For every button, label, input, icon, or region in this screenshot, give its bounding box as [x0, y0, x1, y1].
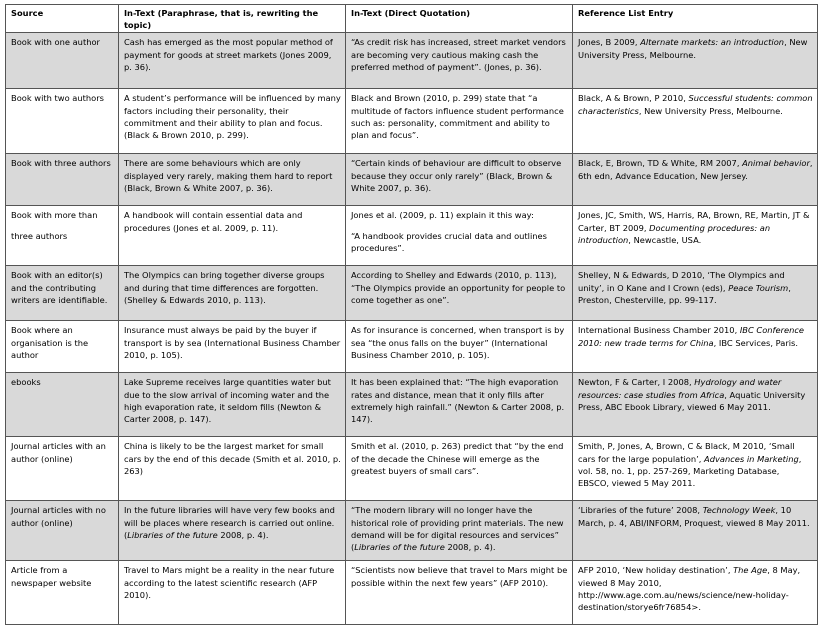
quotation-cell: According to Shelley and Edwards (2010, p. 113), “The Olympics provide an opportunity for people to come together as one”.	[345, 266, 572, 321]
table-row	[6, 321, 818, 373]
quotation-cell	[345, 206, 572, 266]
quotation-cell: It has been explained that: “The high evaporation rates and distance, mean that it only fills after extremely high rainfall.” (Newton & Carter 2008, p. 147).	[345, 373, 572, 437]
reference-author-text: Newton, F & Carter, I 2008,	[578, 377, 695, 388]
quotation-cell: “Scientists now believe that travel to Mars might be possible within the next few years” (AFP 2010).	[345, 561, 572, 625]
header-reference-entry: Reference List Entry	[573, 5, 818, 33]
paraphrase-cell	[118, 501, 345, 561]
reference-cell	[573, 266, 818, 321]
referencing-table	[5, 4, 818, 625]
header-row	[6, 5, 818, 33]
reference-author-text: International Business Chamber 2010,	[578, 325, 740, 336]
paraphrase-cell: Lake Supreme receives large quantities water but due to the slow arrival of incoming water and the high evaporation rate, it seldom fills (Newton & Carter 2008, p. 147).	[118, 373, 345, 437]
reference-publisher-text: , New University Press, Melbourne.	[578, 37, 808, 60]
reference-cell	[573, 437, 818, 501]
source-cell	[6, 206, 119, 266]
reference-author-text: Shelley, N & Edwards, D 2010, ‘The Olympics and unity’, in O Kane and I Crown (eds),	[578, 270, 785, 293]
reference-cell	[573, 373, 818, 437]
reference-publisher-text: , 8 May, viewed 8 May 2010, http://www.age.com.au/news/science/new-holiday-destination/storye6fr76854>.	[578, 565, 801, 613]
reference-publisher-text: , 6th edn, Advance Education, New Jersey.	[578, 158, 813, 181]
reference-publisher-text: , Preston, Chesterville, pp. 99-117.	[578, 282, 791, 305]
reference-title: Technology Week	[702, 505, 776, 516]
paraphrase-cell: A handbook will contain essential data and procedures (Jones et al. 2009, p. 11).	[118, 206, 345, 266]
quotation-cell: Smith et al. (2010, p. 263) predict that “by the end of the decade the Chinese will emerge as the greatest buyers of small cars”.	[345, 437, 572, 501]
reference-author-text: Black, A & Brown, P 2010,	[578, 93, 689, 104]
reference-cell	[573, 33, 818, 89]
reference-cell	[573, 89, 818, 154]
reference-author-text: Smith, P, Jones, A, Brown, C & Black, M 2010, ‘Small cars for the large population’,	[578, 441, 795, 464]
reference-title: Advances in Marketing	[704, 453, 799, 464]
header-source: Source	[6, 5, 119, 33]
paraphrase-source-title: Libraries of the future	[127, 529, 218, 540]
reference-publisher-text: , IBC Services, Paris.	[713, 337, 799, 348]
paraphrase-cell: There are some behaviours which are only displayed very rarely, making them hard to report (Black, Brown & White 2007, p. 36).	[118, 154, 345, 206]
header-direct-quotation: In-Text (Direct Quotation)	[345, 5, 572, 33]
reference-publisher-text: , 10 March, p. 4, ABI/INFORM, Proquest, viewed 8 May 2011.	[578, 505, 810, 528]
reference-cell	[573, 561, 818, 625]
reference-title: The Age	[733, 565, 768, 576]
quotation-cell: As for insurance is concerned, when transport is by sea “the onus falls on the buyer” (International Business Chamber 2010, p. 105).	[345, 321, 572, 373]
source-cell: Book with three authors	[6, 154, 119, 206]
quotation-cell: Black and Brown (2010, p. 299) state that “a multitude of factors influence student performance such as: personality, commitment and ability to plan and focus”.	[345, 89, 572, 154]
reference-publisher-text: , Newcastle, USA.	[628, 234, 702, 245]
table-row	[6, 501, 818, 561]
source-cell: Journal articles with an author (online)	[6, 437, 119, 501]
table-row	[6, 561, 818, 625]
source-cell: Journal articles with no author (online)	[6, 501, 119, 561]
reference-title: IBC Conference 2010: new trade terms for China	[578, 325, 805, 348]
reference-author-text: ‘Libraries of the future’ 2008,	[578, 505, 703, 516]
referencing-table-container	[5, 4, 818, 625]
header-paraphrase: In-Text (Paraphrase, that is, rewriting the topic)	[118, 5, 345, 33]
paraphrase-cell: Insurance must always be paid by the buyer if transport is by sea (International Business Chamber 2010, p. 105).	[118, 321, 345, 373]
paraphrase-cell: The Olympics can bring together diverse groups and during that time differences are forgotten. (Shelley & Edwards 2010, p. 113).	[118, 266, 345, 321]
reference-author-text: Jones, JC, Smith, WS, Harris, RA, Brown, RE, Martin, JT & Carter, BT 2009,	[578, 210, 810, 233]
quotation-cell: “Certain kinds of behaviour are difficult to observe because they occur only rarely” (Black, Brown & White 2007, p. 36).	[345, 154, 572, 206]
quotation-cell	[345, 501, 572, 561]
table-row	[6, 437, 818, 501]
reference-publisher-text: , New University Press, Melbourne.	[638, 105, 783, 116]
reference-cell	[573, 321, 818, 373]
reference-title: Hydrology and water resources: case studies from Africa	[578, 377, 782, 400]
reference-cell	[573, 154, 818, 206]
quotation-source-title: Libraries of the future	[354, 542, 445, 553]
source-line-1: Book with more than	[11, 210, 98, 221]
paraphrase-cell: A student’s performance will be influenced by many factors including their personality, their commitment and their ability to plan and focus. (Black & Brown 2010, p. 299).	[118, 89, 345, 154]
paraphrase-citation: 2008, p. 4).	[217, 529, 269, 540]
source-cell: Book with one author	[6, 33, 119, 89]
source-cell: Book with an editor(s) and the contributing writers are identifiable.	[6, 266, 119, 321]
line-gap	[11, 222, 114, 230]
table-row	[6, 206, 818, 266]
reference-title: Successful students: common characteristics	[578, 93, 813, 116]
reference-title: Peace Tourism	[728, 282, 789, 293]
paraphrase-cell: Travel to Mars might be a reality in the near future according to the latest scientific research (AFP 2010).	[118, 561, 345, 625]
reference-title: Documenting procedures: an introduction	[578, 222, 771, 245]
quotation-citation: 2008, p. 4).	[444, 542, 496, 553]
table-row	[6, 154, 818, 206]
reference-publisher-text: , Aquatic University Press, ABC Ebook Library, viewed 6 May 2011.	[578, 389, 806, 412]
source-line-2: three authors	[11, 230, 68, 241]
reference-author-text: Jones, B 2009,	[578, 37, 641, 48]
table-row	[6, 266, 818, 321]
table-row	[6, 373, 818, 437]
reference-author-text: Black, E, Brown, TD & White, RM 2007,	[578, 158, 743, 169]
reference-cell	[573, 501, 818, 561]
quotation-body: “A handbook provides crucial data and outlines procedures”.	[350, 230, 547, 253]
paraphrase-cell: Cash has emerged as the most popular method of payment for goods at street markets (Jones 2009, p. 36).	[118, 33, 345, 89]
reference-publisher-text: , vol. 58, no. 1, pp. 257-269, Marketing Database, EBSCO, viewed 5 May 2011.	[578, 453, 802, 489]
quotation-text: “The modern library will no longer have the historical role of providing print materials. The new demand will be for digital resources and services” (	[350, 505, 564, 553]
reference-title: Alternate markets: an introduction	[640, 37, 785, 48]
source-cell: Book with two authors	[6, 89, 119, 154]
table-row	[6, 33, 818, 89]
paraphrase-cell: China is likely to be the largest market for small cars by the end of this decade (Smith et al. 2010, p. 263)	[118, 437, 345, 501]
reference-cell	[573, 206, 818, 266]
paraphrase-text: In the future libraries will have very few books and will be places where research is carried out online. (	[123, 505, 335, 540]
line-gap	[351, 222, 568, 230]
quotation-cell: “As credit risk has increased, street market vendors are becoming very cautious making cash the preferred method of payment”. (Jones, p. 36).	[345, 33, 572, 89]
table-row	[6, 89, 818, 154]
reference-title: Animal behavior	[742, 158, 810, 169]
source-cell: Article from a newspaper website	[6, 561, 119, 625]
source-cell: Book where an organisation is the author	[6, 321, 119, 373]
reference-author-text: AFP 2010, ‘New holiday destination’,	[578, 565, 734, 576]
quotation-intro: Jones et al. (2009, p. 11) explain it this way:	[350, 210, 534, 221]
source-cell: ebooks	[6, 373, 119, 437]
